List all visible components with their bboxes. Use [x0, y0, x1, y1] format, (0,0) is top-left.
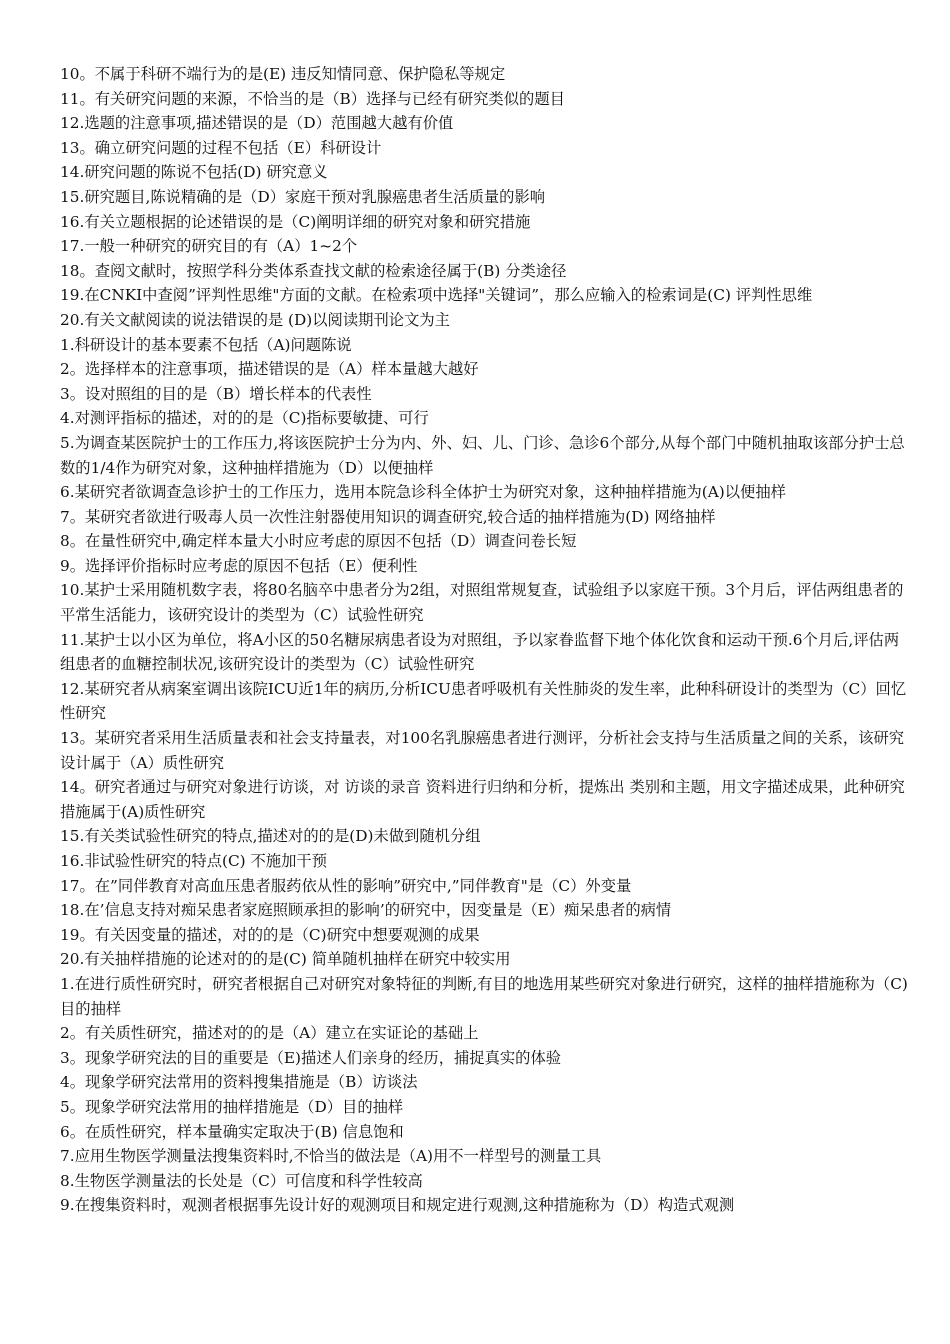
text-line: 9。选择评价指标时应考虑的原因不包括（E）便利性 [60, 556, 418, 575]
text-line: 12.选题的注意事项,描述错误的是（D）范围越大越有价值 [60, 114, 454, 133]
text-line: 4。现象学研究法常用的资料搜集措施是（B）访谈法 [60, 1073, 418, 1092]
text-line: 2。有关质性研究，描述对的的是（A）建立在实证论的基础上 [60, 1024, 479, 1043]
text-line: 14.研究问题的陈说不包括(D) 研究意义 [60, 163, 328, 182]
text-line: 1.科研设计的基本要素不包括（A)问题陈说 [60, 335, 352, 354]
text-line: 7.应用生物医学测量法搜集资料时,不恰当的做法是（A)用不一样型号的测量工具 [60, 1147, 602, 1166]
document-body [60, 62, 910, 1218]
text-line: 11.某护士以小区为单位，将A小区的50名糖尿病患者设为对照组，予以家眷监督下地个体化饮食和运动干预.6个月后,评估两组患者的血糖控制状况,该研究设计的类型为（C）试验性研究 [60, 630, 900, 674]
text-line: 4.对测评指标的描述，对的的是（C)指标要敏捷、可行 [60, 409, 429, 428]
text-line: 2。选择样本的注意事项，描述错误的是（A）样本量越大越好 [60, 360, 479, 379]
text-line: 15.有关类试验性研究的特点,描述对的的是(D)未做到随机分组 [60, 827, 481, 846]
text-line: 10。不属于科研不端行为的是(E) 违反知情同意、保护隐私等规定 [60, 65, 506, 83]
text-line: 16.有关立题根据的论述错误的是（C)阐明详细的研究对象和研究措施 [60, 212, 531, 231]
text-line: 3。设对照组的目的是（B）增长样本的代表性 [60, 384, 372, 403]
text-line: 9.在搜集资料时，观测者根据事先设计好的观测项目和规定进行观测,这种措施称为（D）构造式观测 [60, 1196, 735, 1215]
text-line: 8。在量性研究中,确定样本量大小时应考虑的原因不包括（D）调查问卷长短 [60, 532, 577, 551]
text-line: 18。查阅文献时，按照学科分类体系查找文献的检索途径属于(B) 分类途径 [60, 261, 567, 280]
text-line: 19.在CNKI中查阅”评判性思维"方面的文献。在检索项中选择"关键词”，那么应输入的检索词是(C) 评判性思维 [60, 286, 813, 305]
text-line: 13。确立研究问题的过程不包括（E）科研设计 [60, 138, 382, 157]
text-line: 5。现象学研究法常用的抽样措施是（D）目的抽样 [60, 1097, 404, 1116]
text-line: 20.有关文献阅读的说法错误的是 (D)以阅读期刊论文为主 [60, 310, 450, 329]
text-line: 15.研究题目,陈说精确的是（D）家庭干预对乳腺癌患者生活质量的影响 [60, 187, 546, 206]
text-line: 17。在”同伴教育对高血压患者服药依从性的影响”研究中,”同伴教育"是（C）外变量 [60, 876, 632, 895]
text-line: 11。有关研究问题的来源，不恰当的是（B）选择与已经有研究类似的题目 [60, 89, 565, 108]
text-line: 3。现象学研究法的目的重要是（E)描述人们亲身的经历，捕捉真实的体验 [60, 1048, 562, 1067]
text-line: 1.在进行质性研究时，研究者根据自己对研究对象特征的判断,有目的地选用某些研究对象进行研究，这样的抽样措施称为（C)目的抽样 [60, 974, 908, 1018]
text-line: 5.为调查某医院护士的工作压力,将该医院护士分为内、外、妇、儿、门诊、急诊6个部分,从每个部门中随机抽取该部分护士总数的1/4作为研究对象，这种抽样措施为（D）以便抽样 [60, 433, 905, 477]
text-line: 12.某研究者从病案室调出该院ICU近1年的病历,分析ICU患者呼吸机有关性肺炎的发生率，此种科研设计的类型为（C）回忆性研究 [60, 679, 907, 723]
text-line: 19。有关因变量的描述，对的的是（C)研究中想要观测的成果 [60, 925, 480, 944]
text-line: 20.有关抽样措施的论述对的的是(C) 简单随机抽样在研究中较实用 [60, 950, 511, 969]
text-line: 6。在质性研究，样本量确实定取决于(B) 信息饱和 [60, 1122, 404, 1141]
text-line: 18.在’信息支持对痴呆患者家庭照顾承担的影响’的研究中，因变量是（E）痴呆患者的病情 [60, 901, 672, 920]
text-line: 14。研究者通过与研究对象进行访谈，对 访谈的录音 资料进行归纳和分析，提炼出 类别和主题，用文字描述成果，此种研究措施属于(A)质性研究 [60, 778, 905, 821]
text-line: 7。某研究者欲进行吸毒人员一次性注射器使用知识的调查研究,较合适的抽样措施为(D) 网络抽样 [60, 507, 716, 526]
text-line: 17.一般一种研究的研究目的有（A）1~2个 [60, 237, 358, 256]
text-line: 6.某研究者欲调查急诊护士的工作压力，选用本院急诊科全体护士为研究对象，这种抽样措施为(A)以便抽样 [60, 483, 786, 502]
text-line: 8.生物医学测量法的长处是（C）可信度和科学性较高 [60, 1171, 423, 1190]
text-line: 10.某护士采用随机数字表，将80名脑卒中患者分为2组，对照组常规复查，试验组予以家庭干预。3个月后，评估两组患者的平常生活能力，该研究设计的类型为（C）试验性研究 [60, 581, 904, 625]
text-line: 13。某研究者采用生活质量表和社会支持量表，对100名乳腺癌患者进行测评，分析社会支持与生活质量之间的关系，该研究设计属于（A）质性研究 [60, 729, 905, 772]
text-line: 16.非试验性研究的特点(C) 不施加干预 [60, 852, 327, 870]
